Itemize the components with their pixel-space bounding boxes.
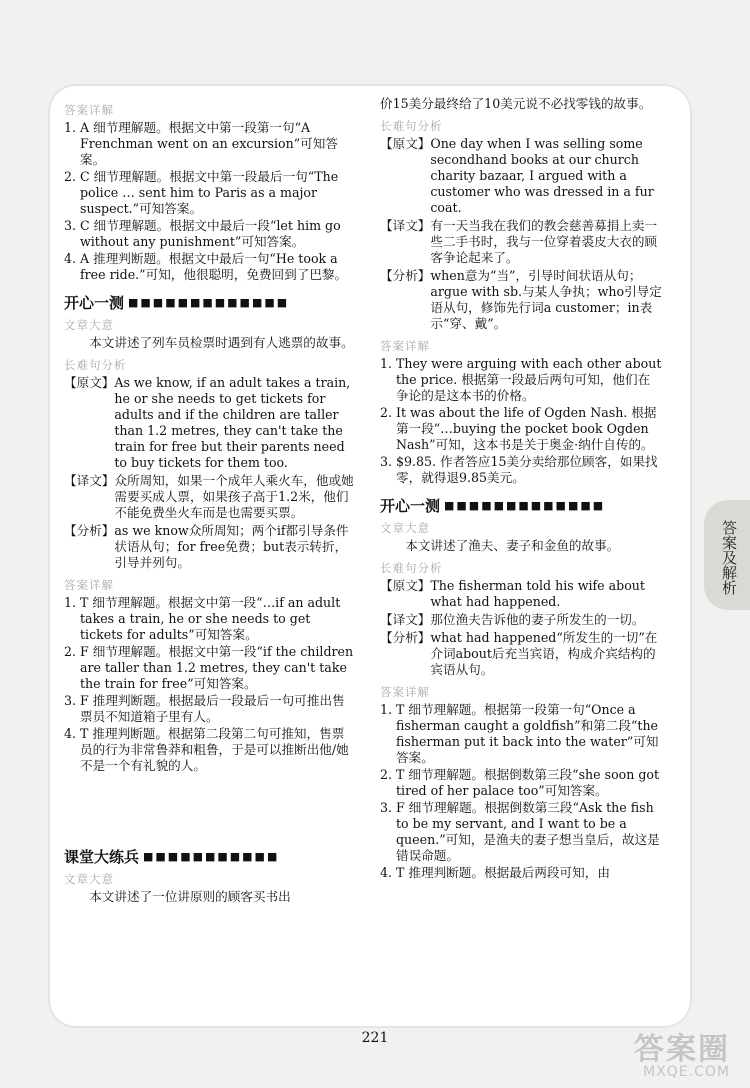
watermark (634, 1024, 730, 1080)
right-column (380, 96, 662, 882)
watermark-text: 答案圈 (634, 1032, 730, 1067)
section-title: 课堂大练兵 (64, 848, 140, 866)
original-text-row (64, 375, 354, 471)
answer-list (380, 702, 662, 881)
answer-list (380, 356, 662, 486)
section-subtitle: 答案详解 (64, 103, 114, 117)
answer-item: 3. C 细节理解题。根据文中最后一段“let him go without any punishment”可知答案。 (64, 218, 341, 249)
section-subtitle: 答案详解 (64, 578, 114, 592)
page-number: 221 (361, 1030, 389, 1046)
side-tab-label: 答案及解析 (720, 520, 738, 595)
summary-text: 本文讲述了一位讲原则的顾客买书出 (89, 889, 291, 904)
answer-list (64, 595, 354, 774)
original-tag: 【原文】 (380, 136, 431, 151)
section-subtitle: 长难句分析 (380, 119, 443, 133)
original-text-row (380, 578, 662, 610)
original-text: One day when I was selling some secondhand books at our church charity bazaar, I argued with a customer who was dressed in a fur coat. (430, 136, 654, 215)
left-column (64, 96, 354, 907)
translation-row (380, 218, 662, 266)
section-subtitle: 文章大意 (380, 521, 430, 535)
analysis-text: when意为“当”，引导时间状语从句；argue with sb.与某人争执；who引导定语从句，修饰先行词a customer；in表示“穿、戴”。 (430, 268, 662, 331)
translation-tag: 【译文】 (380, 218, 431, 233)
answer-item: 2. T 细节理解题。根据倒数第三段“she soon got tired of her palace too”可知答案。 (380, 767, 660, 798)
translation-tag: 【译文】 (64, 473, 115, 488)
section-subtitle: 文章大意 (64, 872, 114, 886)
summary-continuation: 价15美分最终给了10美元说不必找零钱的故事。 (380, 96, 652, 111)
original-text: As we know, if an adult takes a train, he or she needs to get tickets for adults and if the children are taller than 1.2 metres, they can't take the train for free but their parents need to buy tickets for them too. (114, 375, 351, 470)
analysis-row (380, 630, 662, 678)
summary-text: 本文讲述了列车员检票时遇到有人逃票的故事。 (89, 335, 354, 350)
answer-item: 4. T 推理判断题。根据第二段第二句可推知，售票员的行为非常鲁莽和粗鲁，于是可以推断出他/她不是一个有礼貌的人。 (64, 726, 349, 773)
section-subtitle: 文章大意 (64, 318, 114, 332)
section-subtitle: 答案详解 (380, 339, 430, 353)
answer-item: 1. T 细节理解题。根据文中第一段“…if an adult takes a train, he or she needs to get tickets for adults”可知答案。 (64, 595, 341, 642)
square-dots-decoration: ■■■■■■■■■■■■■ (444, 499, 606, 512)
original-tag: 【原文】 (64, 375, 115, 390)
answer-item: 4. T 推理判断题。根据最后两段可知，由 (380, 865, 610, 880)
section-heading (380, 498, 662, 514)
section-subtitle: 答案详解 (380, 685, 430, 699)
section-title: 开心一测 (380, 497, 441, 515)
analysis-row (64, 523, 354, 571)
translation-row (64, 473, 354, 521)
answer-list (64, 120, 354, 283)
translation-tag: 【译文】 (380, 612, 431, 627)
section-heading (64, 849, 354, 865)
analysis-tag: 【分析】 (64, 523, 115, 538)
answer-item: 1. T 细节理解题。根据第一段第一句“Once a fisherman caught a goldfish”和第二段“the fisherman put it back into the water”可知答案。 (380, 702, 659, 765)
answer-item: 3. F 推理判断题。根据最后一段最后一句可推出售票员不知道箱子里有人。 (64, 693, 345, 724)
answer-item: 3. F 细节理解题。根据倒数第三段“Ask the fish to be my servant, and I want to be a queen.”可知，是渔夫的妻子想当皇后，故这是错误命题。 (380, 800, 660, 863)
analysis-text: what had happened“所发生的一切”在介词about后充当宾语，构成介宾结构的宾语从句。 (430, 630, 658, 677)
section-title: 开心一测 (64, 294, 125, 312)
answer-item: 1. A 细节理解题。根据文中第一段第一句“A Frenchman went on an excursion”可知答案。 (64, 120, 338, 167)
section-subtitle: 长难句分析 (64, 358, 127, 372)
answer-item: 2. It was about the life of Ogden Nash. 根据第一段“…buying the pocket book Ogden Nash”可知，这本书是关于奥金·纳什自传的。 (380, 405, 657, 452)
square-dots-decoration: ■■■■■■■■■■■■■ (128, 296, 290, 309)
summary-text: 本文讲述了渔夫、妻子和金鱼的故事。 (405, 538, 620, 553)
spacer (64, 775, 354, 837)
answer-item: 3. $9.85. 作者答应15美分卖给那位顾客，如果找零，就得退9.85美元。 (380, 454, 658, 485)
original-text: The fisherman told his wife about what had happened. (430, 578, 645, 609)
answer-item: 1. They were arguing with each other about the price. 根据第一段最后两句可知，他们在争论的是这本书的价格。 (380, 356, 662, 403)
answer-item: 2. C 细节理解题。根据文中第一段最后一句“The police … sent him to Paris as a major suspect.”可知答案。 (64, 169, 339, 216)
answer-item: 2. F 细节理解题。根据文中第一段“if the children are taller than 1.2 metres, they can't take the train for free”可知答案。 (64, 644, 354, 691)
analysis-row (380, 268, 662, 332)
translation-row (380, 612, 662, 628)
original-text-row (380, 136, 662, 216)
analysis-text: as we know众所周知；两个if都引导条件状语从句；for free免费；but表示转折，引导并列句。 (114, 523, 349, 570)
original-tag: 【原文】 (380, 578, 431, 593)
section-subtitle: 长难句分析 (380, 561, 443, 575)
translation-text: 众所周知，如果一个成年人乘火车，他或她需要买成人票，如果孩子高于1.2米，他们不能免费坐火车而是也需要买票。 (114, 473, 354, 520)
square-dots-decoration: ■■■■■■■■■■■ (143, 850, 280, 863)
translation-text: 那位渔夫告诉他的妻子所发生的一切。 (430, 612, 645, 627)
translation-text: 有一天当我在我们的教会慈善募捐上卖一些二手书时，我与一位穿着裘皮大衣的顾客争论起来了。 (430, 218, 658, 265)
watermark-url: MXQE.COM (643, 1064, 730, 1080)
answer-item: 4. A 推理判断题。根据文中最后一句“He took a free ride.”可知，他很聪明，免费回到了巴黎。 (64, 251, 348, 282)
analysis-tag: 【分析】 (380, 268, 431, 283)
section-heading (64, 295, 354, 311)
analysis-tag: 【分析】 (380, 630, 431, 645)
